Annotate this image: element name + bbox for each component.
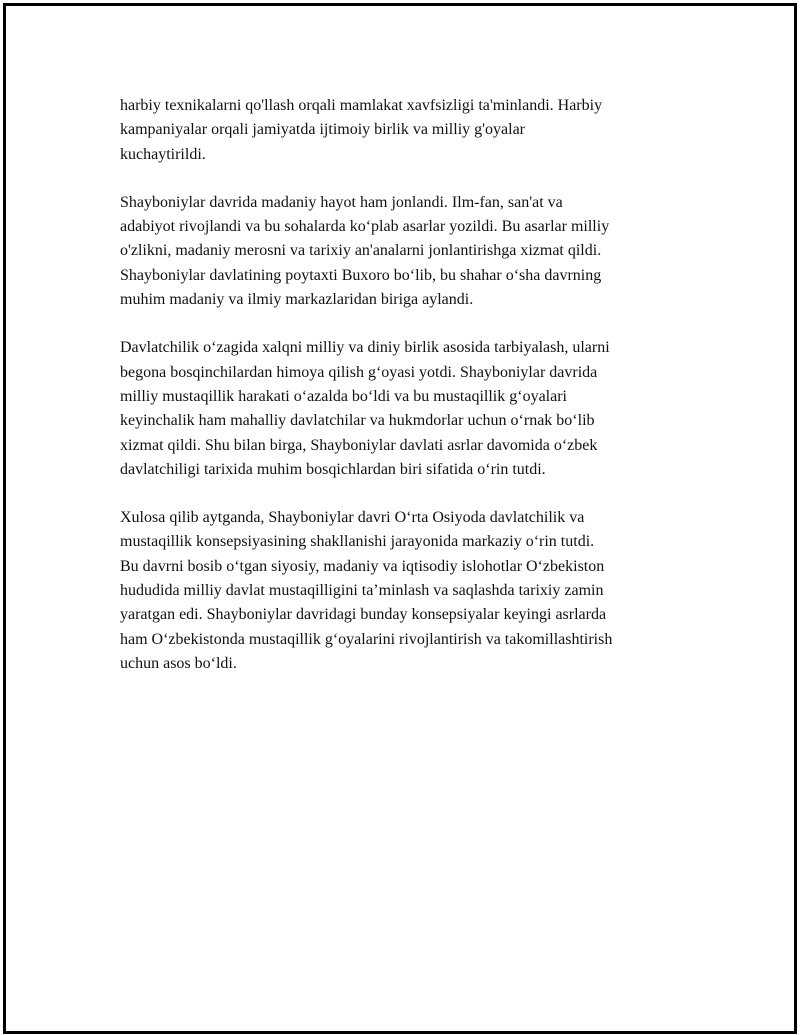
paragraph-military: harbiy texnikalarni qo'llash orqali mamlakat xavfsizligi ta'minlandi. Harbiy kampaniyalar orqali jamiyatda ijtimoiy birlik va milliy g'oyalar kuchaytirildi.	[120, 97, 603, 163]
document-page	[3, 3, 797, 1034]
document-body	[120, 94, 700, 700]
paragraph-statehood: Davlatchilik o‘zagida xalqni milliy va diniy birlik asosida tarbiyalash, ularni begona bosqinchilardan himoya qilish g‘oyasi yotdi. Shayboniylar davrida milliy mustaqillik harakati o‘azalda bo‘ldi va bu mustaqillik g‘oyalari keyinchalik ham mahalliy davlatchilar va hukmdorlar uchun o‘rnak bo‘lib xizmat qildi. Shu bilan birga, Shayboniylar davlati asrlar davomida o‘zbek davlatchiligi tarixida muhim bosqichlardan biri sifatida o‘rin tutdi.	[120, 339, 610, 478]
paragraph-culture: Shayboniylar davrida madaniy hayot ham jonlandi. Ilm-fan, san'at va adabiyot rivojlandi va bu sohalarda ko‘plab asarlar yozildi. Bu asarlar milliy o'zlikni, madaniy merosni va tarixiy an'analarni jonlantirishga xizmat qildi. Shayboniylar davlatining poytaxti Buxoro bo‘lib, bu shahar o‘sha davrning muhim madaniy va ilmiy markazlaridan biriga aylandi.	[120, 193, 610, 309]
paragraph-conclusion: Xulosa qilib aytganda, Shayboniylar davri O‘rta Osiyoda davlatchilik va mustaqillik konsepsiyasining shakllanishi jarayonida markaziy o‘rin tutdi. Bu davrni bosib o‘tgan siyosiy, madaniy va iqtisodiy islohotlar O‘zbekiston hududida milliy davlat mustaqilligini ta’minlash va saqlashda tarixiy zamin yaratgan edi. Shayboniylar davridagi bunday konsepsiyalar keyingi asrlarda ham O‘zbekistonda mustaqillik g‘oyalarini rivojlantirish va takomillashtirish uchun asos bo‘ldi.	[120, 509, 613, 672]
